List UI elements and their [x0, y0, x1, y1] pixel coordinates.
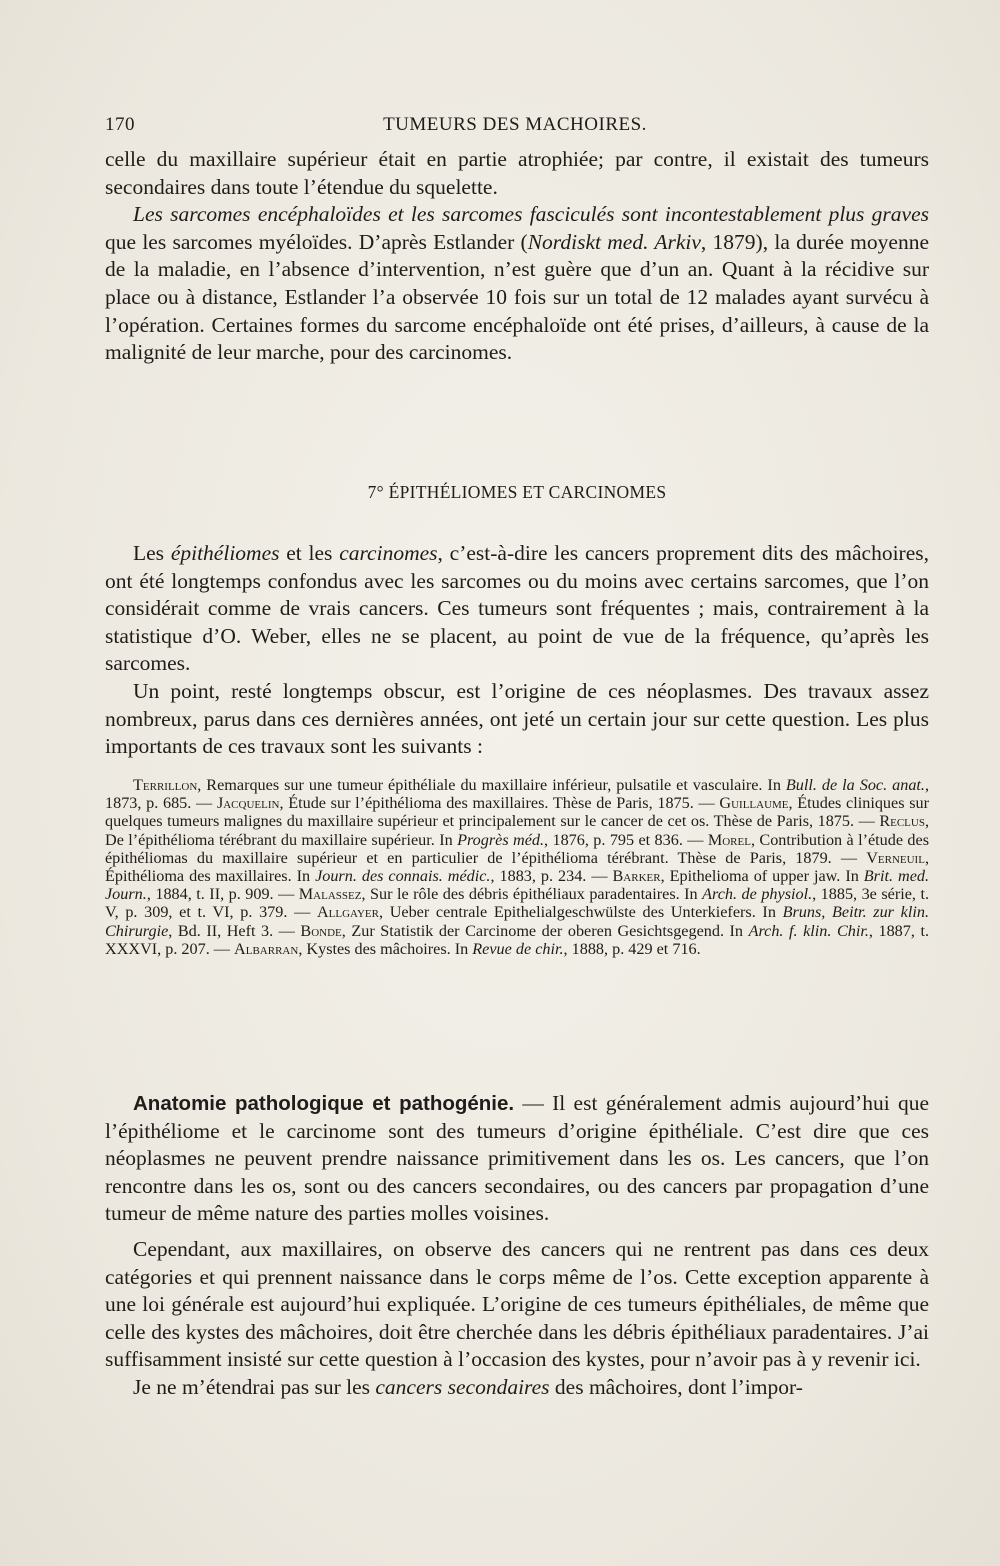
journal: Bull. de la Soc. anat. — [785, 776, 925, 794]
author: Barker — [612, 867, 661, 886]
author: Allgayer — [316, 903, 379, 922]
term: épithéliomes — [170, 541, 280, 565]
author: Jacquelin — [216, 794, 280, 813]
paragraph: Je ne m’étendrai pas sur les cancers secondaires des mâchoires, dont l’impor- — [133, 1374, 803, 1399]
paragraph: Les épithéliomes et les carcinomes, c’est-à-dire les cancers proprement dits des mâchoires, ont été longtemps confondus avec les sarcomes ou du moins avec certains sarcomes, que l’on considérait comme de vrais cancers. Ces tumeurs sont fréquentes ; mais, contrairement à la statistique d’O. Weber, elles ne se placent, au point de vue de la fréquence, qu’après les sarcomes. — [105, 541, 929, 676]
author: Verneuil — [866, 848, 925, 867]
epitheliomes-text — [105, 540, 929, 761]
paragraph: Un point, resté longtemps obscur, est l’origine de ces néoplasmes. Des travaux assez nombreux, parus dans ces dernières années, ont jeté un certain jour sur cette question. Les plus importants de ces travaux sont les suivants : — [105, 678, 929, 759]
emphasis: Les sarcomes encéphaloïdes et les sarcomes fasciculés sont incontestablement plus graves — [133, 202, 929, 227]
bibliography — [105, 776, 929, 958]
journal: Revue de chir. — [472, 939, 564, 958]
anatomie-text — [105, 1090, 929, 1402]
journal: Arch. f. klin. Chir. — [748, 921, 869, 940]
term: carcinomes — [339, 541, 438, 565]
page-number: 170 — [105, 114, 135, 135]
journal: Progrès méd. — [457, 830, 545, 849]
author: Reclus — [879, 812, 925, 831]
journal: Bruns, Beitr. zur klin. Chirurgie — [105, 903, 929, 940]
author: Morel — [707, 830, 751, 849]
bibliography-entries: Terrillon, Remarques sur une tumeur épithéliale du maxillaire inférieur, pulsatile et vasculaire. In Bull. de la Soc. anat., 1873, p. 685. — Jacquelin, Étude sur l’épithélioma des maxillaires. Thèse de Paris, 1875. — Guillaume, Études cliniques sur quelques tumeurs malignes du maxillaire supérieur et principalement sur le cancer de cet os. Thèse de Paris, 1875. — Reclus, De l’épithélioma térébrant du maxillaire supérieur. In Progrès méd., 1876, p. 795 et 836. — Morel, Contribution à l’étude des épithéliomas du maxillaire supérieur et en particulier de l’épithélioma térébrant. Thèse de Paris, 1879. — Verneuil, Épithélioma des maxillaires. In Journ. des connais. médic., 1883, p. 234. — Barker, Epithelioma of upper jaw. In Brit. med. Journ., 1884, t. II, p. 909. — Malassez, Sur le rôle des débris épithéliaux paradentaires. In Arch. de physiol., 1885, 3e série, t. V, p. 309, et t. VI, p. 379. — Allgayer, Ueber centrale Epithelialgeschwülste des Unterkiefers. In Bruns, Beitr. zur klin. Chirurgie, Bd. II, Heft 3. — Bonde, Zur Statistik der Carcinome der oberen Gesichtsgegend. In Arch. f. klin. Chir., 1887, t. XXXVI, p. 207. — Albarran, Kystes des mâchoires. In Revue de chir., 1888, p. 429 et 716. — [105, 776, 930, 958]
paragraph: Cependant, aux maxillaires, on observe des cancers qui ne rentrent pas dans ces deux catégories et qui prennent naissance dans le corps même de l’os. Cette exception apparente à une loi générale est aujourd’hui expliquée. L’origine de ces tumeurs épithéliales, de même que celle des kystes des mâchoires, doit être cherchée dans les débris épithéliaux paradentaires. J’ai suffisamment insisté sur cette question à l’occasion des kystes, pour n’avoir pas à y revenir ici. — [105, 1236, 929, 1372]
author: Albarran — [234, 939, 299, 958]
paragraph: celle du maxillaire supérieur était en partie atrophiée; par contre, il existait des tumeurs secondaires dans toute l’étendue du squelette. — [105, 147, 929, 199]
journal: Arch. de physiol. — [702, 885, 813, 904]
paragraph: Anatomie pathologique et pathogénie. — Il est généralement admis aujourd’hui que l’épithéliome et le carcinome sont des tumeurs d’origine épithéliale. C’est dire que ces néoplasmes ne peuvent prendre naissance primitivement dans les os. Les cancers, que l’on rencontre dans les os, sont ou des cancers secondaires, ou des cancers par propagation d’une tumeur de même nature des parties molles voisines. — [105, 1091, 929, 1226]
author: Bonde — [300, 921, 342, 940]
journal-ref: Nordiskt med. Arkiv — [527, 229, 701, 254]
journal: Journ. des connais. médic. — [315, 867, 491, 886]
author: Malassez — [298, 885, 362, 904]
intro-text — [105, 146, 929, 367]
running-title: TUMEURS DES MACHOIRES. — [383, 114, 647, 135]
journal: Brit. med. Journ. — [105, 867, 930, 904]
running-header — [105, 114, 925, 142]
author: Terrillon — [133, 776, 198, 794]
section-title: 7° ÉPITHÉLIOMES ET CARCINOMES — [367, 482, 667, 502]
subsection-heading: Anatomie pathologique et pathogénie. — [133, 1092, 515, 1115]
emphasis: cancers secondaires — [375, 1374, 550, 1399]
author: Guillaume — [719, 794, 789, 813]
paragraph: Les sarcomes encéphaloïdes et les sarcomes fasciculés sont incontestablement plus graves que les sarcomes myéloïdes. D’après Estlander (Nordiskt med. Arkiv, 1879), la durée moyenne de la maladie, en l’absence d’intervention, n’est guère que d’un an. Quant à la récidive sur place ou à distance, Estlander l’a observée 10 fois sur un total de 12 malades ayant survécu à l’opération. Certaines formes du sarcome encéphaloïde ont été prises, d’ailleurs, à cause de la malignité de leur marche, pour des carcinomes. — [105, 202, 929, 365]
